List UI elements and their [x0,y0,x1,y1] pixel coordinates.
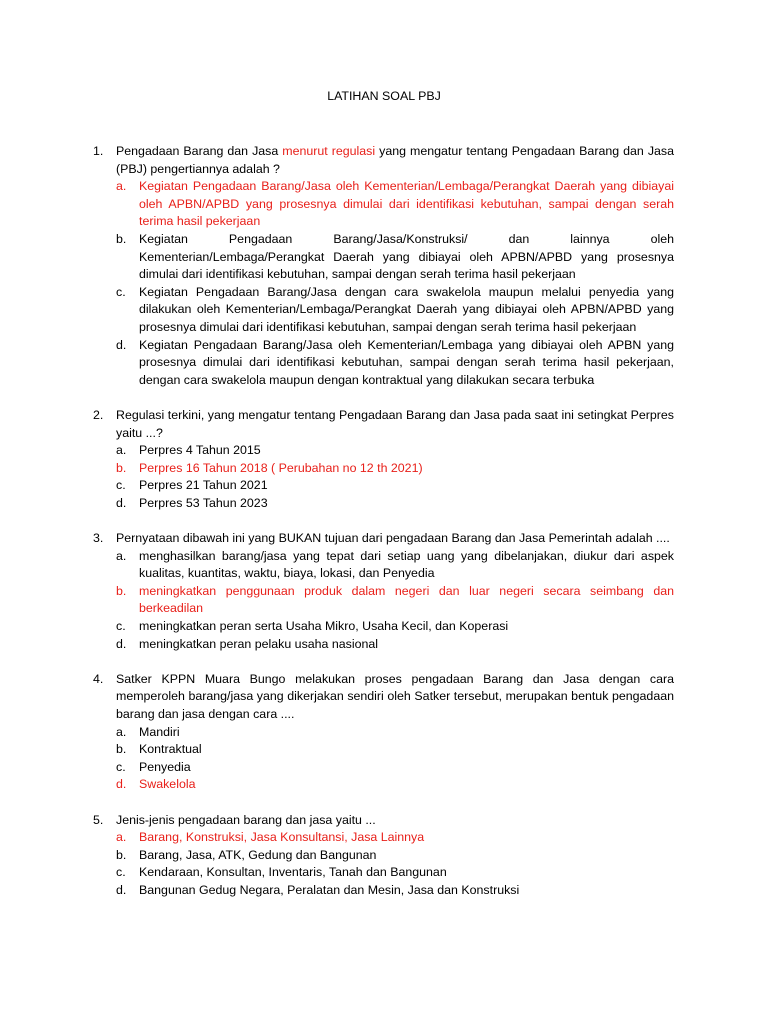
option-text: Swakelola [139,777,196,792]
question-text: Jenis-jenis pengadaan barang dan jasa yaitu ... [116,812,376,827]
option-b [116,583,674,618]
option-text: Perpres 53 Tahun 2023 [139,495,268,510]
option-letter: a. [116,179,127,194]
option-letter: a. [116,548,127,563]
question-text-part: yang mengatur tentang Pengadaan Barang dan Jasa (PBJ) pengertiannya adalah ? [116,144,674,176]
option-a [116,178,674,231]
question-number: 5. [93,812,104,827]
option-letter: b. [116,847,127,862]
option-c [116,284,674,337]
option-b [116,460,674,478]
option-text: Penyedia [139,759,191,774]
question-1 [93,143,674,389]
page-title: LATIHAN SOAL PBJ [327,89,441,103]
option-letter: b. [116,460,127,475]
option-letter: d. [116,777,127,792]
option-text: Kendaraan, Konsultan, Inventaris, Tanah dan Bangunan [139,865,447,880]
question-text: Regulasi terkini, yang mengatur tentang Pengadaan Barang dan Jasa pada saat ini setingkat Perpres yaitu ...? [116,407,674,440]
option-text: Bangunan Gedug Negara, Peralatan dan Mesin, Jasa dan Konstruksi [139,882,520,897]
option-text: Mandiri [139,724,180,739]
option-text: Barang, Jasa, ATK, Gedung dan Bangunan [139,847,377,862]
option-text: Perpres 21 Tahun 2021 [139,478,268,493]
option-text: Barang, Konstruksi, Jasa Konsultansi, Jasa Lainnya [139,830,425,845]
option-list [116,724,674,794]
option-letter: c. [116,759,126,774]
option-text: Kontraktual [139,742,202,757]
option-a [116,548,674,583]
question-3 [93,530,674,653]
option-text: meningkatkan peran pelaku usaha nasional [139,636,379,651]
question-number: 4. [93,671,104,686]
option-d [116,882,674,900]
option-letter: c. [116,284,126,299]
option-letter: c. [116,478,126,493]
option-letter: d. [116,495,127,510]
option-text: Perpres 4 Tahun 2015 [139,443,261,458]
option-letter: d. [116,636,127,651]
option-a [116,442,674,460]
option-c [116,759,674,777]
option-text: meningkatkan peran serta Usaha Mikro, Usaha Kecil, dan Koperasi [139,619,509,634]
question-number: 3. [93,531,104,546]
option-letter: b. [116,583,127,598]
option-text: Kegiatan Pengadaan Barang/Jasa/Konstruksi/ dan lainnya oleh Kementerian/Lembaga/Perangkat Daerah yang dibiayai oleh APBN/APBD yang prosesnya dimulai dari identifikasi kebutuhan, sampai dengan serah terima hasil pekerjaan [139,231,674,282]
question-4 [93,671,674,794]
question-list [93,143,674,917]
option-c [116,864,674,882]
option-d [116,337,674,390]
option-letter: b. [116,231,127,246]
question-text-highlight: menurut regulasi [282,144,376,158]
option-list [116,829,674,899]
option-d [116,495,674,513]
question-number: 2. [93,407,104,422]
option-b [116,847,674,865]
option-b [116,741,674,759]
option-text: Kegiatan Pengadaan Barang/Jasa oleh Kementerian/Lembaga/Perangkat Daerah yang dibiayai oleh APBN/APBD yang prosesnya dimulai dari identifikasi kebutuhan, sampai dengan serah terima hasil pekerjaan [139,179,674,229]
option-text: Perpres 16 Tahun 2018 ( Perubahan no 12 th 2021) [139,460,423,475]
question-text-part: Pengadaan Barang dan Jasa [116,144,283,158]
option-text: menghasilkan barang/jasa yang tepat dari setiap uang yang dibelanjakan, diukur dari aspek kualitas, kuantitas, waktu, biaya, lokasi, dan Penyedia [139,548,674,581]
option-d [116,776,674,794]
option-letter: c. [116,865,126,880]
option-text: Kegiatan Pengadaan Barang/Jasa oleh Kementerian/Lembaga yang dibiayai oleh APBN yang prosesnya dimulai dari identifikasi kebutuhan, sampai dengan serah terima hasil pekerjaan, dengan cara swakelola maupun dengan kontraktual yang dilakukan secara terbuka [139,337,674,387]
option-a [116,829,674,847]
question-text [116,143,674,178]
option-c [116,477,674,495]
option-d [116,636,674,654]
question-number: 1. [93,144,104,158]
option-a [116,724,674,742]
option-list [116,178,674,389]
question-text: Satker KPPN Muara Bungo melakukan proses pengadaan Barang dan Jasa dengan cara memperoleh barang/jasa yang dikerjakan sendiri oleh Satker tersebut, merupakan bentuk pengadaan barang dan jasa dengan cara .... [116,671,674,721]
question-2 [93,407,674,513]
option-b [116,231,674,284]
option-letter: d. [116,337,127,352]
option-list [116,442,674,512]
option-list [116,548,674,654]
option-letter: a. [116,443,127,458]
option-letter: a. [116,724,127,739]
option-text: meningkatkan penggunaan produk dalam negeri dan luar negeri secara seimbang dan berkeadilan [139,583,674,616]
option-text: Kegiatan Pengadaan Barang/Jasa dengan cara swakelola maupun melalui penyedia yang dilakukan oleh Kementerian/Lembaga/Perangkat Daerah yang dibiayai oleh APBN/APBD yang prosesnya dimulai dari identifikasi kebutuhan, sampai dengan serah terima hasil pekerjaan [139,284,674,334]
option-letter: a. [116,830,127,845]
question-5 [93,812,674,900]
option-c [116,618,674,636]
option-letter: b. [116,742,127,757]
question-text: Pernyataan dibawah ini yang BUKAN tujuan dari pengadaan Barang dan Jasa Pemerintah adalah .... [116,531,670,546]
option-letter: c. [116,619,126,634]
option-letter: d. [116,882,127,897]
